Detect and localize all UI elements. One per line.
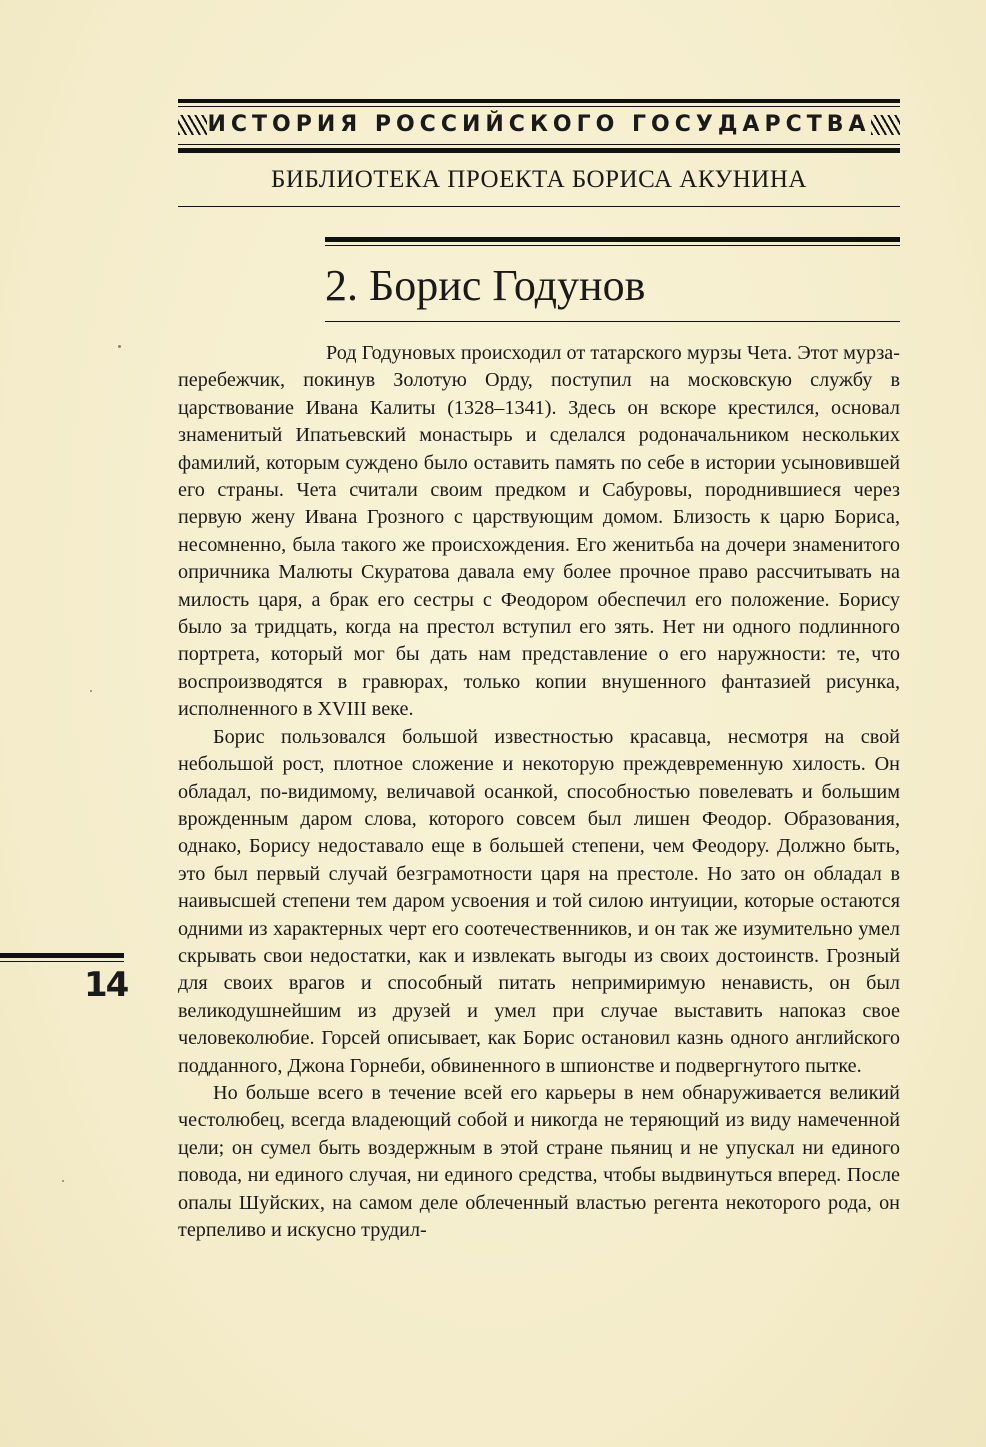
chapter-top-rule: [325, 237, 900, 242]
paper-speck: [118, 345, 121, 348]
series-title: ИСТОРИЯ РОССИЙСКОГО ГОСУДАРСТВА: [207, 112, 871, 137]
header-bottom-rule: [178, 206, 900, 207]
body-text: [178, 340, 900, 1244]
header-top-thin-rule: [178, 106, 900, 107]
paper-speck: [62, 1180, 64, 1182]
paper-speck: [90, 690, 92, 692]
page-number-thin-rule: [0, 961, 124, 962]
paragraph: Род Годуновых происходил от татарского мурзы Чета. Этот мурза-перебежчик, покинув Золотую Орду, поступил на московскую службу в царствование Ивана Калиты (1328–1341). Здесь он вскоре крестился, основал знаменитый Ипатьевский монастырь и сделался родоначальником нескольких фамилий, которым суждено было оставить память по себе в истории усыновившей его страны. Чета считали своим предком и Сабуровы, породнившиеся через первую жену Ивана Грозного с царствующим домом. Близость к царю Бориса, несомненно, была такого же происхождения. Его женитьба на дочери знаменитого опричника Малюты Скуратова давала ему более прочное право рассчитывать на милость царя, а брак его сестры с Феодором обеспечил его положение. Борису было за тридцать, когда на престол вступил его зять. Нет ни одного подлинного портрета, который мог бы дать нам представление о его наружности: те, что воспроизводятся в гравюрах, только копии внушенного фантазией рисунка, исполненного в XVIII веке.: [178, 342, 900, 721]
chapter-top-thin-rule: [325, 245, 900, 246]
chapter-bottom-rule: [325, 321, 900, 322]
page-number-rule: [0, 953, 124, 958]
series-header: [178, 110, 900, 140]
hatch-ornament-left: [178, 115, 207, 135]
header-mid-rule: [178, 148, 900, 153]
paragraph: Но больше всего в течение всей его карьеры в нем обнаруживается великий честолюбец, всегда владеющий собой и никогда не теряющий из виду намеченной цели; он сумел быть воздержным в этой стране пьяниц и не упускал ни единого повода, ни единого случая, ни единого средства, чтобы выдвинуться вперед. После опалы Шуйских, на самом деле облеченный властью регента некоторого рода, он терпеливо и искусно трудил-: [178, 1081, 900, 1241]
chapter-title: 2. Борис Годунов: [325, 261, 646, 310]
library-line: БИБЛИОТЕКА ПРОЕКТА БОРИСА АКУНИНА: [271, 166, 807, 193]
hatch-ornament-right: [871, 115, 900, 135]
page-number: 14: [84, 965, 128, 1005]
header-top-rule: [178, 99, 900, 103]
header-mid-thin-rule: [178, 144, 900, 145]
paragraph: Борис пользовался большой известностью красавца, несмотря на свой небольшой рост, плотное сложение и некоторую преждевременную хилость. Он обладал, по-видимому, величавой осанкой, способностью повелевать и большим врожденным даром слова, которого совсем был лишен Феодор. Образования, однако, Борису недоставало еще в большей степени, чем Феодору. Должно быть, это был первый случай безграмотности царя на престоле. Но зато он обладал в наивысшей степени тем даром усвоения и той силою интуиции, которые остаются одними из характерных черт его соотечественников, и он так же изумительно умел скрывать свои недостатки, как и извлекать выгоды из своих достоинств. Грозный для своих врагов и способный питать непримиримую ненависть, он был великодушнейшим из друзей и умел при случае выставить напоказ свое человеколюбие. Горсей описывает, как Борис остановил казнь одного английского подданного, Джона Горнеби, обвиненного в шпионстве и подвергнутого пытке.: [178, 725, 900, 1077]
